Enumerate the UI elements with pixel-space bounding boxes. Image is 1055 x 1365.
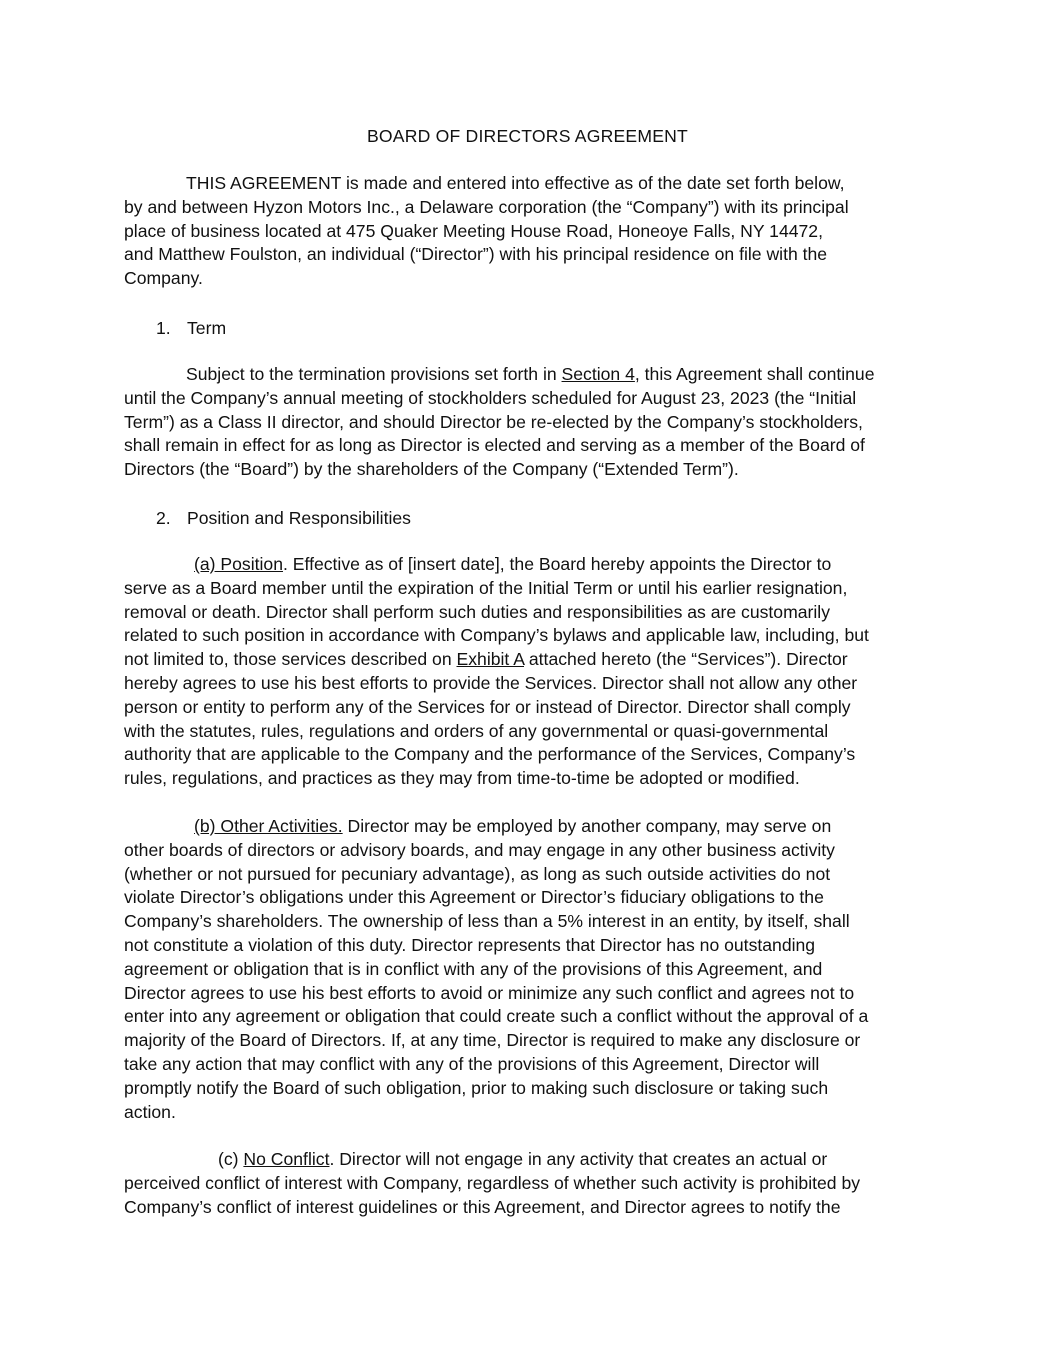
text-line: (whether or not pursued for pecuniary advantage), as long as such outside activities do not bbox=[124, 863, 831, 884]
text-line: perceived conflict of interest with Company, regardless of whether such activity is prohibited by bbox=[124, 1172, 861, 1193]
line-text: attached hereto (the “Services”). Director bbox=[524, 649, 848, 670]
text-line: Company. bbox=[124, 268, 203, 289]
text-line: shall remain in effect for as long as Director is elected and serving as a member of the Board of bbox=[124, 435, 865, 456]
text-line: action. bbox=[124, 1101, 176, 1122]
section-4-reference: Section 4 bbox=[561, 364, 635, 384]
subsection-a-label: (a) Position bbox=[194, 554, 283, 574]
text-line: until the Company’s annual meeting of stockholders scheduled for August 23, 2023 (the “Initial bbox=[124, 387, 857, 408]
text-line: promptly notify the Board of such obligation, prior to making such disclosure or taking such bbox=[124, 1077, 829, 1098]
text-line: serve as a Board member until the expiration of the Initial Term or until his earlier resignation, bbox=[124, 577, 848, 598]
text-line: removal or death. Director shall perform such duties and responsibilities as are customarily bbox=[124, 601, 831, 622]
text-line: enter into any agreement or obligation that could create such a conflict without the approval of a bbox=[124, 1006, 869, 1027]
line-text: . Effective as of [insert date], the Board hereby appoints the Director to bbox=[282, 554, 832, 574]
text-line: hereby agrees to use his best efforts to provide the Services. Director shall not allow any other bbox=[124, 672, 858, 693]
text-line: take any action that may conflict with any of the provisions of this Agreement, Director will bbox=[124, 1053, 820, 1074]
section-1-paragraph bbox=[124, 363, 934, 482]
text-line: Directors (the “Board”) by the shareholders of the Company (“Extended Term”). bbox=[124, 459, 739, 480]
text-line: Term”) as a Class II director, and should Director be re-elected by the Company’s stockholders, bbox=[124, 411, 863, 432]
line-text: Director may be employed by another company, may serve on bbox=[342, 816, 832, 836]
page-title: BOARD OF DIRECTORS AGREEMENT bbox=[366, 126, 689, 146]
text-line bbox=[124, 815, 934, 839]
intro-paragraph bbox=[124, 172, 934, 291]
line-text: , this Agreement shall continue bbox=[634, 364, 875, 384]
text-line: majority of the Board of Directors. If, at any time, Director is required to make any disclosure or bbox=[124, 1030, 861, 1051]
text-line: agreement or obligation that is in conflict with any of the provisions of this Agreement, and bbox=[124, 958, 823, 979]
section-1-number: 1. bbox=[156, 318, 171, 338]
line-text: . Director will not engage in any activity that creates an actual or bbox=[329, 1149, 828, 1169]
text-line: with the statutes, rules, regulations and orders of any governmental or quasi-governmental bbox=[124, 720, 829, 741]
text-line: and Matthew Foulston, an individual (“Director”) with his principal residence on file with the bbox=[124, 244, 828, 265]
text-line: person or entity to perform any of the Services for or instead of Director. Director shall comply bbox=[124, 696, 851, 717]
section-2-number: 2. bbox=[156, 508, 171, 528]
text-line: THIS AGREEMENT is made and entered into effective as of the date set forth below, bbox=[186, 173, 845, 193]
text-line bbox=[124, 1148, 934, 1172]
text-line: related to such position in accordance with Company’s bylaws and applicable law, including, but bbox=[124, 625, 869, 646]
text-line bbox=[124, 363, 934, 387]
line-text: (c) bbox=[218, 1149, 244, 1169]
section-2c-paragraph bbox=[124, 1148, 934, 1219]
section-1-heading: Term bbox=[187, 318, 227, 338]
subsection-b-label: (b) Other Activities. bbox=[194, 816, 343, 836]
text-line bbox=[124, 553, 934, 577]
section-2a-paragraph bbox=[124, 553, 934, 791]
text-line: authority that are applicable to the Company and the performance of the Services, Company’s bbox=[124, 744, 856, 765]
line-text: Subject to the termination provisions set forth in bbox=[186, 364, 562, 384]
text-line: Company’s shareholders. The ownership of less than a 5% interest in an entity, by itself, shall bbox=[124, 911, 850, 932]
text-line: other boards of directors or advisory boards, and may engage in any other business activity bbox=[124, 839, 835, 860]
text-line: Company’s conflict of interest guidelines or this Agreement, and Director agrees to notify the bbox=[124, 1196, 841, 1217]
subsection-c-label: No Conflict bbox=[243, 1149, 330, 1169]
text-line: violate Director’s obligations under this Agreement or Director’s fiduciary obligations to the bbox=[124, 887, 824, 908]
line-text: not limited to, those services described on bbox=[124, 649, 457, 670]
exhibit-a-reference: Exhibit A bbox=[456, 649, 524, 670]
section-2-heading: Position and Responsibilities bbox=[187, 508, 411, 528]
text-line: rules, regulations, and practices as they may from time-to-time be adopted or modified. bbox=[124, 768, 800, 789]
text-line bbox=[124, 648, 934, 672]
text-line: place of business located at 475 Quaker Meeting House Road, Honeoye Falls, NY 14472, bbox=[124, 220, 823, 241]
text-line: by and between Hyzon Motors Inc., a Delaware corporation (the “Company”) with its principal bbox=[124, 196, 849, 217]
text-line: not constitute a violation of this duty. Director represents that Director has no outstanding bbox=[124, 934, 816, 955]
text-line: Director agrees to use his best efforts to avoid or minimize any such conflict and agrees not to bbox=[124, 982, 855, 1003]
section-2b-paragraph bbox=[124, 815, 934, 1124]
